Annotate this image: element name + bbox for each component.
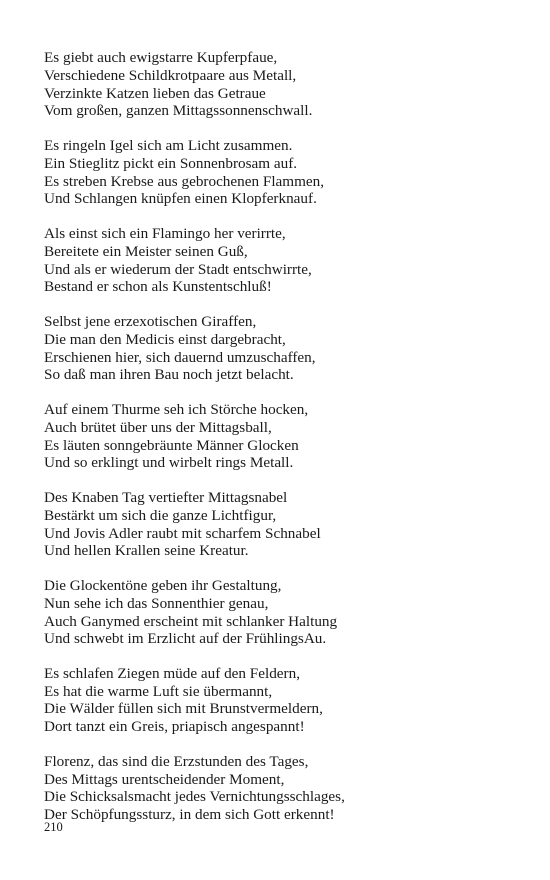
stanza bbox=[44, 489, 514, 560]
verse-line: Die man den Medicis einst dargebracht, bbox=[44, 330, 286, 348]
stanza bbox=[44, 665, 514, 736]
verse-line: Auch brütet über uns der Mittagsball, bbox=[44, 418, 272, 436]
verse-line: Verzinkte Katzen lieben das Getraue bbox=[44, 84, 266, 102]
verse-line: Es ringeln Igel sich am Licht zusammen. bbox=[44, 136, 293, 154]
verse-line: Bestand er schon als Kunstentschluß! bbox=[44, 278, 272, 296]
verse-line: Bereitete ein Meister seinen Guß, bbox=[44, 242, 248, 260]
verse-line: Nun sehe ich das Sonnenthier genau, bbox=[44, 594, 269, 612]
verse-line: Des Mittags urentscheidender Moment, bbox=[44, 770, 285, 788]
verse-line: Und hellen Krallen seine Kreatur. bbox=[44, 542, 249, 560]
verse-line: Die Schicksalsmacht jedes Vernichtungsschlages, bbox=[44, 788, 345, 806]
stanza bbox=[44, 753, 514, 824]
stanza bbox=[44, 225, 514, 296]
stanza bbox=[44, 137, 514, 208]
verse-line: Die Glockentöne geben ihr Gestaltung, bbox=[44, 576, 282, 594]
stanza bbox=[44, 577, 514, 648]
verse-line: Und schwebt im Erzlicht auf der FrühlingsAu. bbox=[44, 630, 327, 648]
verse-line: Selbst jene erzexotischen Giraffen, bbox=[44, 312, 257, 330]
page-number: 210 bbox=[44, 820, 63, 834]
verse-line: Und Schlangen knüpfen einen Klopferknauf. bbox=[44, 190, 317, 208]
poem-text bbox=[44, 49, 514, 841]
verse-line: Verschiedene Schildkrotpaare aus Metall, bbox=[44, 66, 297, 84]
verse-line: Vom großen, ganzen Mittagssonnenschwall. bbox=[44, 102, 313, 120]
verse-line: Florenz, das sind die Erzstunden des Tages, bbox=[44, 752, 309, 770]
stanza bbox=[44, 49, 514, 120]
verse-line: Der Schöpfungssturz, in dem sich Gott erkennt! bbox=[44, 806, 335, 824]
verse-line: Die Wälder füllen sich mit Brunstvermeldern, bbox=[44, 700, 323, 718]
verse-line: Als einst sich ein Flamingo her verirrte, bbox=[44, 224, 286, 242]
verse-line: Und als er wiederum der Stadt entschwirrte, bbox=[44, 260, 312, 278]
verse-line: Es läuten sonngebräunte Männer Glocken bbox=[44, 436, 299, 454]
verse-line: Auch Ganymed erscheint mit schlanker Haltung bbox=[44, 612, 338, 630]
verse-line: So daß man ihren Bau noch jetzt belacht. bbox=[44, 366, 294, 384]
verse-line: Es giebt auch ewigstarre Kupferpfaue, bbox=[44, 49, 278, 66]
verse-line: Es hat die warme Luft sie übermannt, bbox=[44, 682, 273, 700]
verse-line: Und Jovis Adler raubt mit scharfem Schnabel bbox=[44, 524, 321, 542]
verse-line: Und so erklingt und wirbelt rings Metall. bbox=[44, 454, 294, 472]
verse-line: Ein Stieglitz pickt ein Sonnenbrosam auf. bbox=[44, 154, 298, 172]
verse-line: Bestärkt um sich die ganze Lichtfigur, bbox=[44, 506, 277, 524]
verse-line: Dort tanzt ein Greis, priapisch angespannt! bbox=[44, 718, 305, 736]
stanza bbox=[44, 401, 514, 472]
verse-line: Des Knaben Tag vertiefter Mittagsnabel bbox=[44, 488, 288, 506]
verse-line: Auf einem Thurme seh ich Störche hocken, bbox=[44, 400, 309, 418]
verse-line: Es streben Krebse aus gebrochenen Flammen, bbox=[44, 172, 325, 190]
verse-line: Es schlafen Ziegen müde auf den Feldern, bbox=[44, 664, 300, 682]
stanza bbox=[44, 313, 514, 384]
verse-line: Erschienen hier, sich dauernd umzuschaffen, bbox=[44, 348, 316, 366]
